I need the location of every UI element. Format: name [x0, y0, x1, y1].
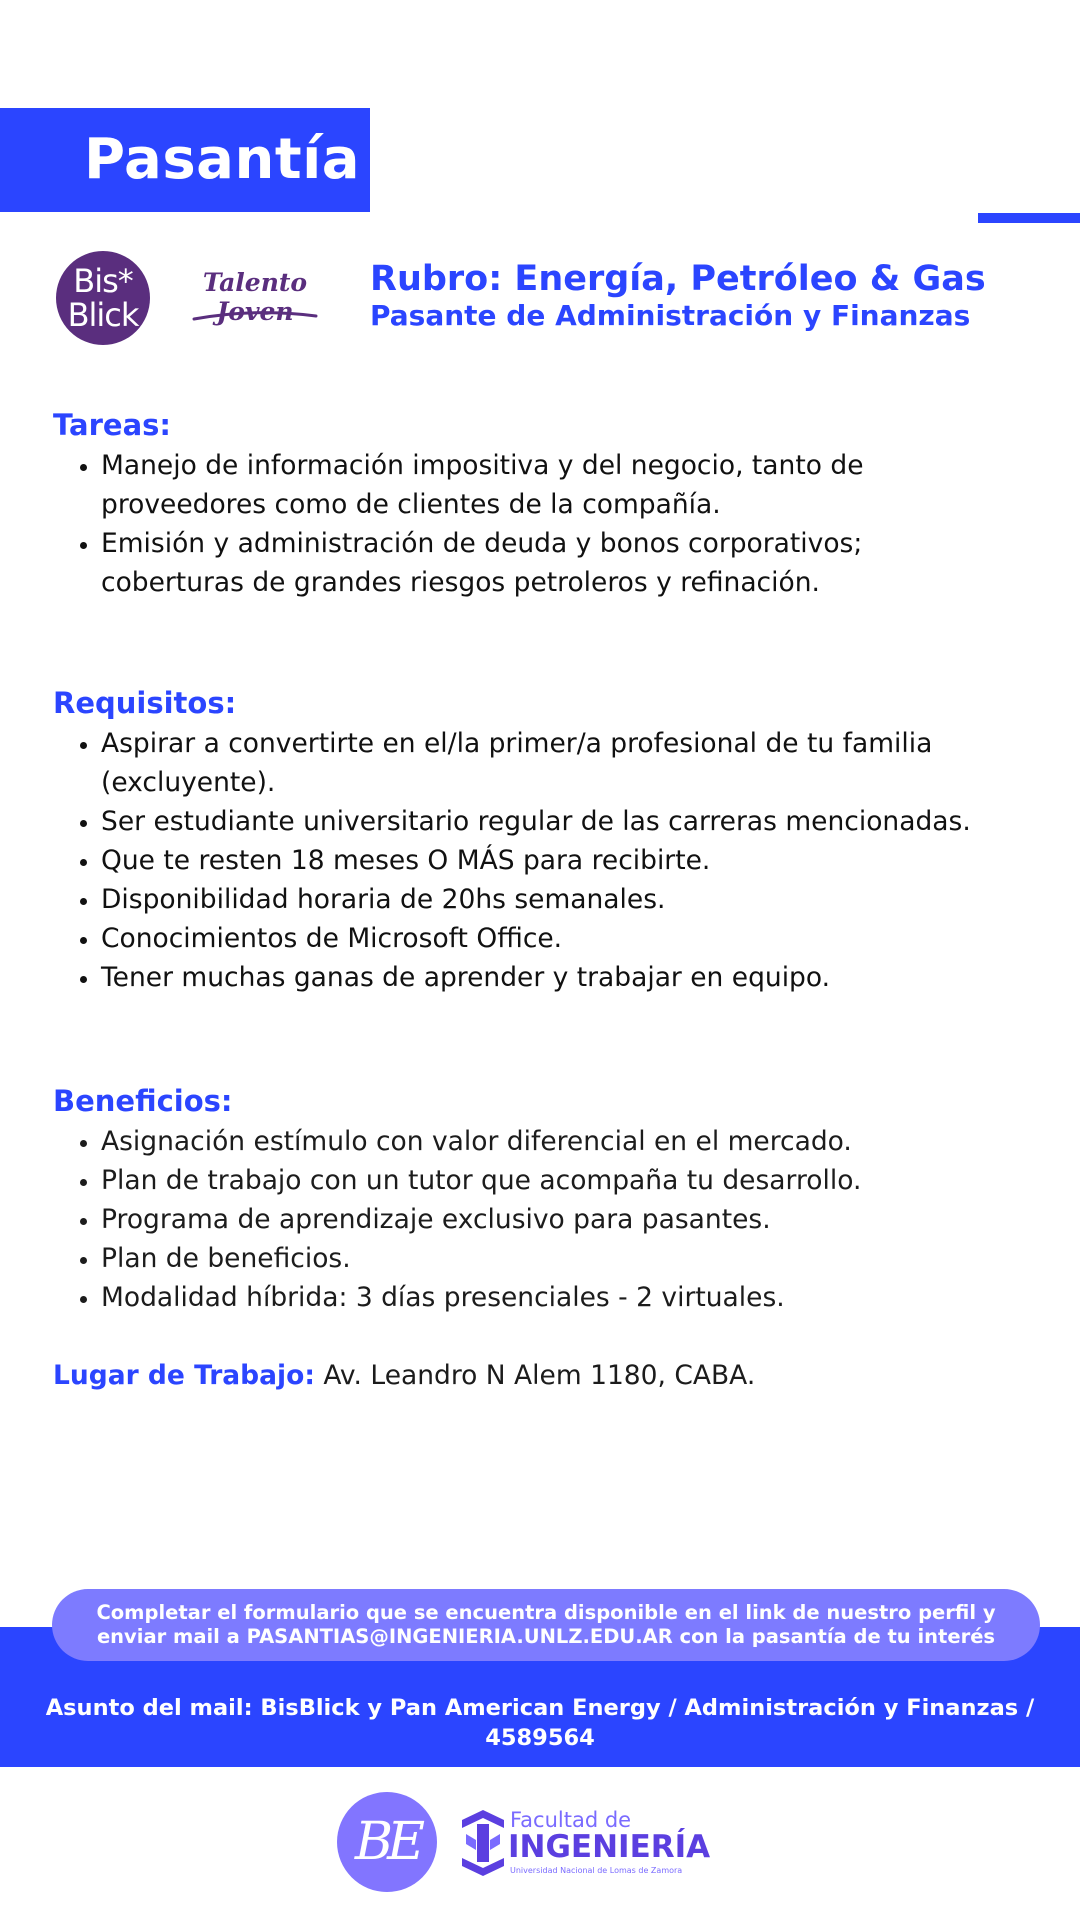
list-item: • Programa de aprendizaje exclusivo para pasantes.: [101, 1200, 1013, 1239]
mail-subject: Asunto del mail: BisBlick y Pan American Energy / Administración y Finanzas / 4589564: [45, 1695, 1035, 1751]
work-location: [53, 1357, 755, 1395]
instructions-banner: [52, 1589, 1040, 1661]
talento-joven-text: Talento Joven: [202, 268, 308, 326]
page-title: Pasantía: [0, 108, 370, 212]
university-label: Universidad Nacional de Lomas de Zamora: [510, 1866, 683, 1875]
position-title: Pasante de Administración y Finanzas: [370, 299, 971, 332]
be-logo: BE: [337, 1792, 437, 1892]
list-item: • Ser estudiante universitario regular de las carreras mencionadas.: [101, 802, 1013, 841]
list-item: • Emisión y administración de deuda y bonos corporativos; coberturas de grandes riesgos petroleros y refinación.: [101, 524, 1013, 602]
bisblick-logo: [56, 251, 150, 345]
facultad-ingenieria-logo: [462, 1806, 712, 1886]
beneficios-list: [53, 1122, 1013, 1317]
list-item: • Manejo de información impositiva y del negocio, tanto de proveedores como de clientes de la compañía.: [101, 446, 1013, 524]
list-item: • Plan de beneficios.: [101, 1239, 1013, 1278]
accent-divider: [978, 213, 1080, 223]
tareas-list: [53, 446, 1013, 602]
list-item: • Disponibilidad horaria de 20hs semanales.: [101, 880, 1013, 919]
list-item: • Plan de trabajo con un tutor que acompaña tu desarrollo.: [101, 1161, 1013, 1200]
list-item: • Que te resten 18 meses O MÁS para recibirte.: [101, 841, 1013, 880]
requisitos-heading: Requisitos:: [53, 686, 237, 720]
rubro-heading: Rubro: Energía, Petróleo & Gas: [370, 259, 986, 299]
swoosh-icon: [190, 308, 320, 322]
work-location-label: Lugar de Trabajo:: [53, 1360, 315, 1391]
ingenieria-emblem-icon: [462, 1810, 504, 1876]
requisitos-list: [53, 724, 1013, 997]
list-item: • Modalidad híbrida: 3 días presenciales - 2 virtuales.: [101, 1278, 1013, 1317]
bisblick-logo-line2: Blick: [67, 296, 139, 334]
tareas-heading: Tareas:: [53, 408, 172, 442]
ingenieria-label: INGENIERÍA: [508, 1829, 711, 1865]
facultad-label: Facultad de: [510, 1808, 632, 1832]
list-item: • Tener muchas ganas de aprender y trabajar en equipo.: [101, 958, 1013, 997]
list-item: • Conocimientos de Microsoft Office.: [101, 919, 1013, 958]
work-location-value: Av. Leandro N Alem 1180, CABA.: [314, 1360, 756, 1391]
list-item: • Aspirar a convertirte en el/la primer/a profesional de tu familia (excluyente).: [101, 724, 1013, 802]
bisblick-logo-line1: Bis*: [73, 262, 133, 300]
talento-joven-logo: [170, 268, 340, 328]
beneficios-heading: Beneficios:: [53, 1084, 233, 1118]
list-item: • Asignación estímulo con valor diferencial en el mercado.: [101, 1122, 1013, 1161]
instructions-text: Completar el formulario que se encuentra disponible en el link de nuestro perfil y enviar mail a PASANTIAS@INGENIERIA.UNLZ.EDU.AR con la pasantía de tu interés: [96, 1601, 996, 1648]
